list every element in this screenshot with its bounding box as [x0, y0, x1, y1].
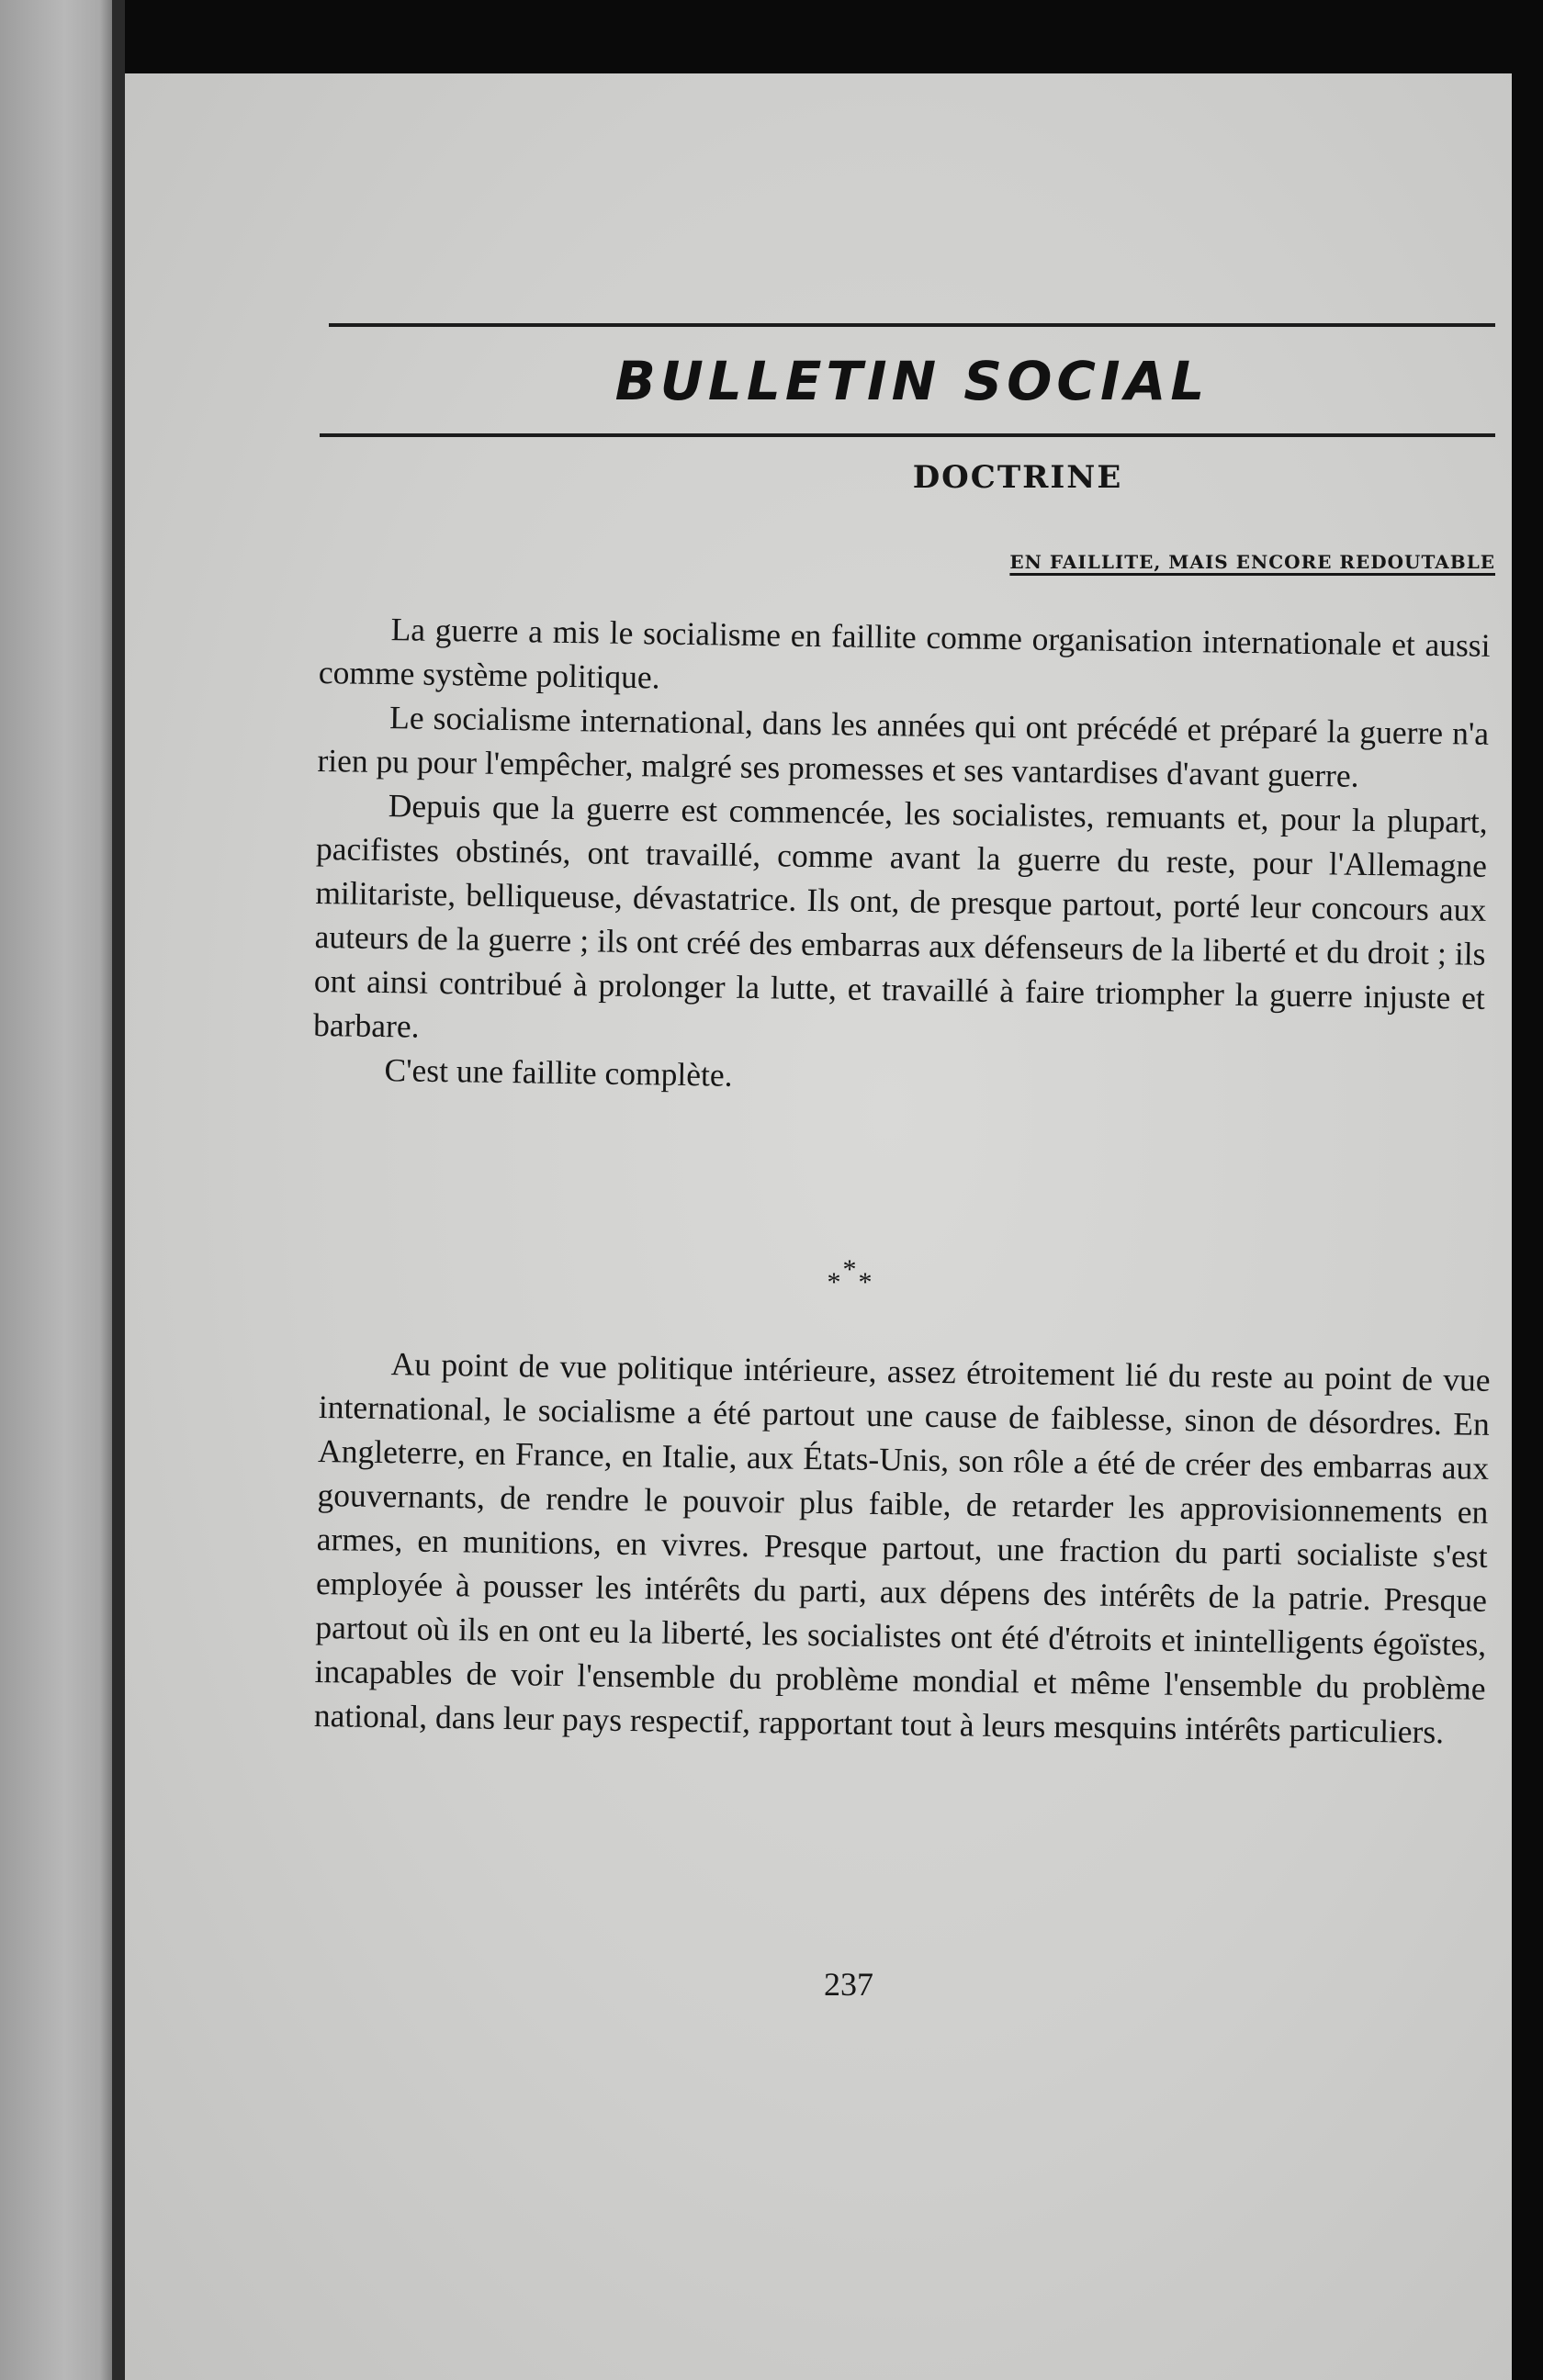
paragraph: Depuis que la guerre est commencée, les socialistes, remuants et, pour la plupart, pacifistes obstinés, ont travaillé, comme avant la guerre du reste, pour l'Allemagne militariste, belliqueuse, dévastatrice. Ils ont, de presque partout, porté leur concours aux auteurs de la guerre ; ils ont créé des embarras aux défenseurs de la liberté et du droit ; ils ont ainsi contribué à prolonger la lutte, et travaillé à faire triompher la guerre injuste et barbare. [312, 787, 1488, 1045]
paragraph: La guerre a mis le socialisme en faillite comme organisation internationale et aussi comme système politique. [318, 611, 1491, 696]
article-body-part-1 [312, 606, 1491, 1108]
section-heading: DOCTRINE [912, 459, 1123, 496]
bulletin-title: BULLETIN SOCIAL [614, 350, 1210, 412]
page-number: 237 [824, 1966, 873, 2003]
section-separator [125, 1254, 1512, 1298]
paragraph: Le socialisme international, dans les années qui ont précédé et préparé la guerre n'a rien pu pour l'empêcher, malgré ses promesses et ses vantardises d'avant guerre. [317, 699, 1490, 794]
separator-star: * [827, 1267, 843, 1297]
document-page [125, 73, 1512, 2380]
title-rule-bottom [320, 433, 1495, 437]
article-subheading: EN FAILLITE, MAIS ENCORE REDOUTABLE [1009, 551, 1495, 573]
book-gutter [112, 0, 125, 2380]
separator-star: * [858, 1267, 874, 1297]
title-rule-top [329, 323, 1495, 327]
separator-star: * [842, 1254, 859, 1285]
article-body-part-2 [314, 1341, 1491, 1755]
paragraph: C'est une faillite complète. [384, 1051, 733, 1094]
paragraph: Au point de vue politique intérieure, assez étroitement lié du reste au point de vue international, le socialisme a été partout une cause de faiblesse, sinon de désordres. En Angleterre, en France, en Italie, aux États-Unis, son rôle a été de créer des embarras aux gouvernants, de rendre le pouvoir plus faible, de retarder les approvisionnements en armes, en munitions, en vivres. Presque partout, une fraction du parti socialiste s'est employée à pousser les intérêts du parti, aux dépens des intérêts de la patrie. Presque partout où ils en ont eu la liberté, les socialistes ont été d'étroits et inintelligents égoïstes, incapables de voir l'ensemble du problème mondial et même l'ensemble du problème national, dans leur pays respectif, rapportant tout à leurs mesquins intérêts particuliers. [313, 1345, 1491, 1751]
facing-page-edge [0, 0, 118, 2380]
